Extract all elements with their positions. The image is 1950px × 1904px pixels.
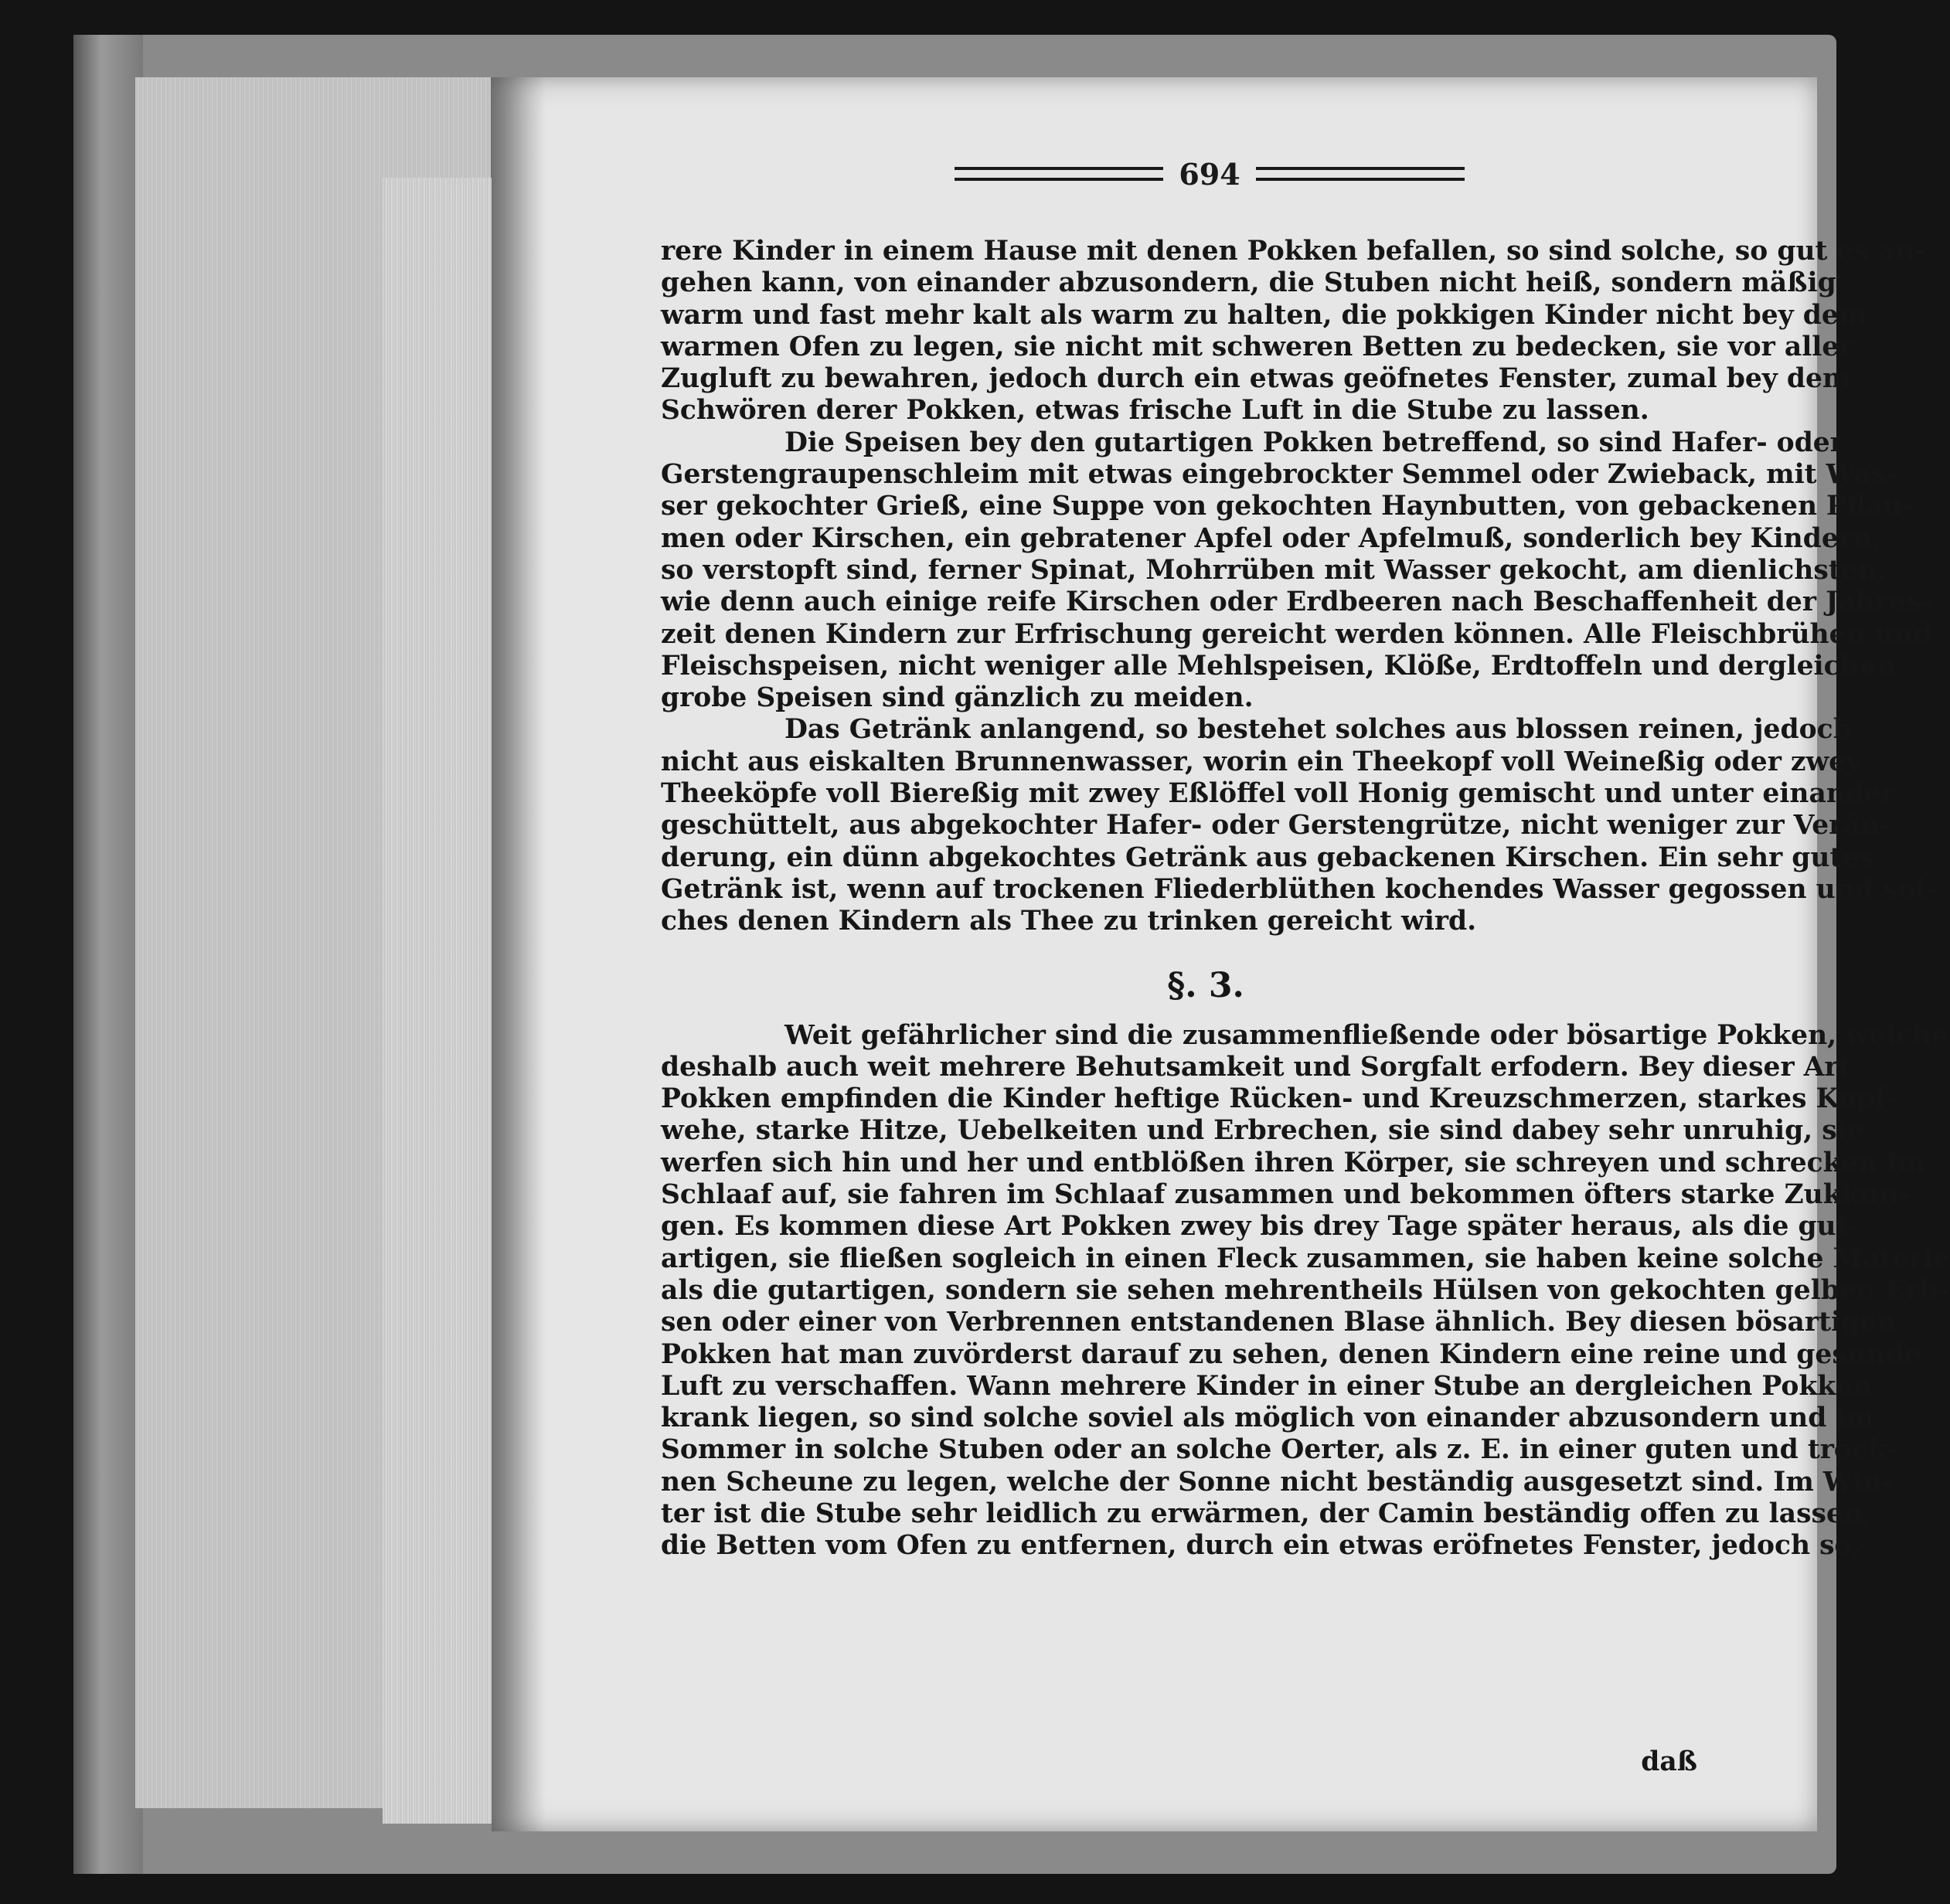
catchword: daß [1641,1746,1697,1777]
text-line: nicht aus eiskalten Brunnenwasser, worin ein Theekopf voll Weineßig oder zwey [661,746,1862,777]
text-line: Fleischspeisen, nicht weniger alle Mehlspeisen, Klöße, Erdtoffeln und dergleichen [661,650,1896,682]
page-header [920,151,1499,197]
text-line: warm und fast mehr kalt als warm zu halten, die pokkigen Kinder nicht bey dem [661,299,1867,331]
text-line: Pokken empfinden die Kinder heftige Rücken- und Kreuzschmerzen, starkes Kopf- [661,1083,1897,1115]
text-line: sen oder einer von Verbrennen entstandenen Blase ähnlich. Bey diesen bösartigen [661,1307,1897,1338]
text-line: Sommer in solche Stuben oder an solche Oerter, als z. E. in einer guten und trock- [661,1434,1897,1466]
text-line: geschüttelt, aus abgekochter Hafer- oder Gerstengrütze, nicht weniger zur Verän- [661,810,1891,842]
text-line: Pokken hat man zuvörderst darauf zu sehen, denen Kindern eine reine und gesunde [661,1338,1922,1370]
page-edges-stack [135,77,495,1808]
text-line: werfen sich hin und her und entblößen ihren Körper, sie schreyen und schrecken im [661,1147,1926,1178]
body-text [661,236,1950,1562]
text-line: gehen kann, von einander abzusondern, die Stuben nicht heiß, sondern mäßig [661,267,1836,299]
text-line: ter ist die Stube sehr leidlich zu erwärmen, der Camin beständig offen zu lassen, [661,1498,1873,1529]
text-line: Die Speisen bey den gutartigen Pokken betreffend, so sind Hafer- oder [784,427,1844,458]
text-line: derung, ein dünn abgekochtes Getränk aus gebackenen Kirschen. Ein sehr gutes [661,842,1874,873]
text-line: so verstopft sind, ferner Spinat, Mohrrüben mit Wasser gekocht, am dienlichsten, [661,554,1887,586]
text-line: Schwören derer Pokken, etwas frische Luft in die Stube zu lassen. [661,395,1649,427]
paragraph [661,236,1926,427]
section-paragraphs [661,1019,1950,1562]
paragraph [661,427,1932,715]
paragraph [661,1019,1950,1562]
paragraph [661,714,1937,937]
text-line: zeit denen Kindern zur Erfrischung gereicht werden können. Alle Fleischbrühen und [661,618,1932,650]
text-line: warmen Ofen zu legen, sie nicht mit schweren Betten zu bedecken, sie vor aller [661,331,1853,362]
gutter-shadow [492,77,546,1831]
text-line: wehe, starke Hitze, Uebelkeiten und Erbrechen, sie sind dabey sehr unruhig, sie [661,1115,1864,1147]
text-line: als die gutartigen, sondern sie sehen mehrentheils Hülsen von gekochten gelben Erb- [661,1274,1949,1306]
text-line: nen Scheune zu legen, welche der Sonne nicht beständig ausgesetzt sind. Im Win- [661,1466,1894,1498]
header-rule-left [955,167,1163,181]
book-spine [73,35,143,1874]
text-line: Theeköpfe voll Biereßig mit zwey Eßlöffel voll Honig gemischt und unter einander [661,778,1896,810]
text-line: artigen, sie fließen sogleich in einen Fleck zusammen, sie haben keine solche Materie [661,1243,1950,1274]
text-line: Getränk ist, wenn auf trockenen Fliederblüthen kochendes Wasser gegossen und sol- [661,873,1937,905]
page-number: 694 [1179,156,1240,192]
text-line: men oder Kirschen, ein gebratener Apfel oder Apfelmuß, sonderlich bey Kindern, [661,522,1882,554]
text-line: Weit gefährlicher sind die zusammenfließende oder bösartige Pokken, welche [784,1019,1948,1051]
text-line: ser gekochter Grieß, eine Suppe von gekochten Haynbutten, von gebackenen Pflau- [661,491,1914,522]
text-line: Schlaaf auf, sie fahren im Schlaaf zusammen und bekommen öfters starke Zukkun- [661,1179,1911,1211]
section-heading: §. 3. [1167,965,1244,1005]
text-line: wie denn auch einige reife Kirschen oder Erdbeeren nach Beschaffenheit der Jahres- [661,586,1932,618]
text-line: ches denen Kindern als Thee zu trinken gereicht wird. [661,906,1477,937]
paragraphs [661,236,1937,938]
text-line: die Betten vom Ofen zu entfernen, durch ein etwas eröfnetes Fenster, jedoch so, [661,1530,1862,1562]
text-line: gen. Es kommen diese Art Pokken zwey bis drey Tage später heraus, als die gut- [661,1211,1860,1243]
header-rule-right [1256,167,1465,181]
text-line: Gerstengraupenschleim mit etwas eingebrockter Semmel oder Zwieback, mit Was- [661,459,1897,491]
text-line: Zugluft zu bewahren, jedoch durch ein etwas geöfnetes Fenster, zumal bey dem [661,363,1851,395]
text-line: krank liegen, so sind solche soviel als möglich von einander abzusondern und im [661,1402,1874,1434]
text-line: deshalb auch weit mehrere Behutsamkeit und Sorgfalt erfodern. Bey dieser Art [661,1051,1851,1083]
text-line: grobe Speisen sind gänzlich zu meiden. [661,682,1254,714]
text-line: rere Kinder in einem Hause mit denen Pokken befallen, so sind solche, so gut es an- [661,236,1926,267]
text-line: Luft zu verschaffen. Wann mehrere Kinder in einer Stube an dergleichen Pokken [661,1370,1873,1402]
text-line: Das Getränk anlangend, so bestehet solches aus blossen reinen, jedoch [784,714,1853,746]
